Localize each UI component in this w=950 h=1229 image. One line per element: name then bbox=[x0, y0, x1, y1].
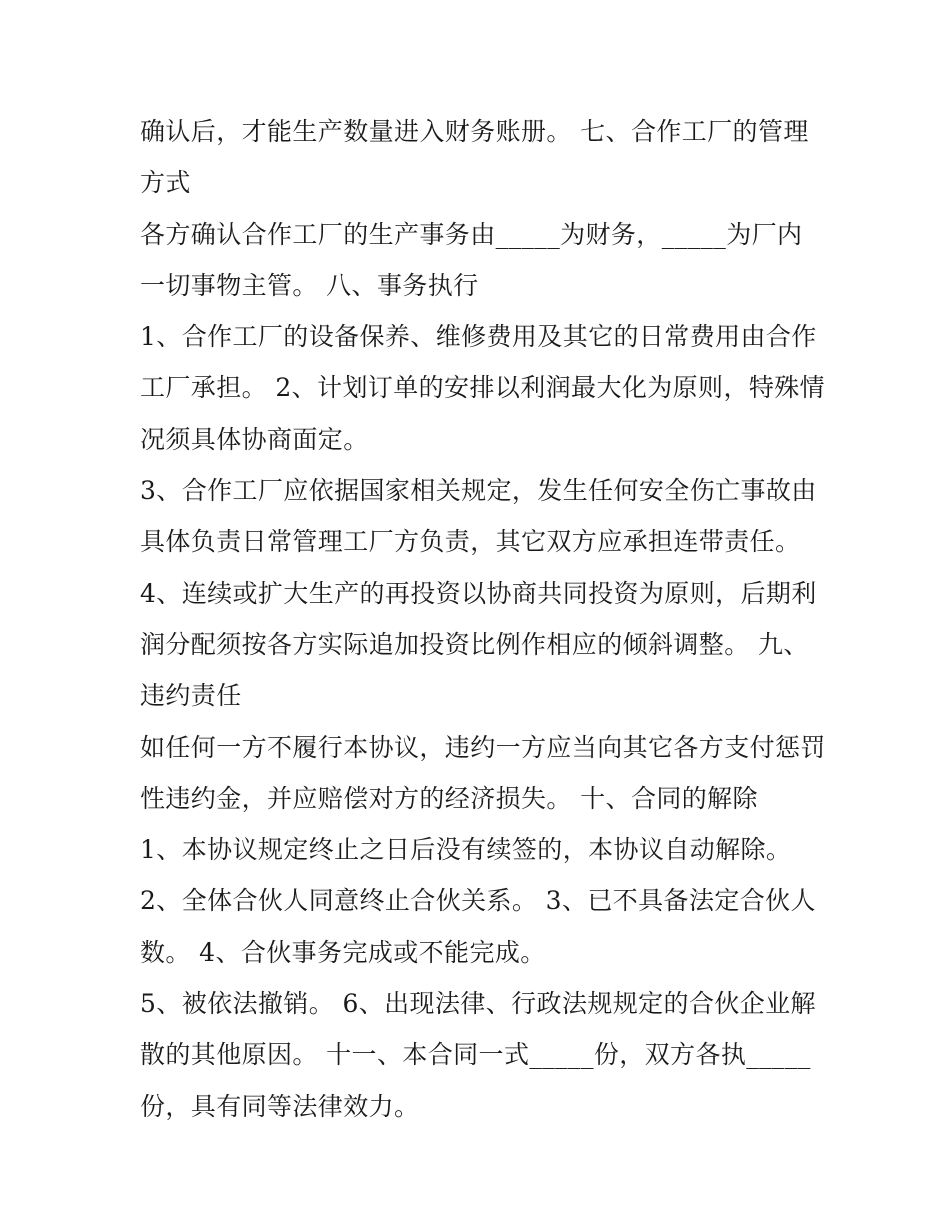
document-body bbox=[140, 106, 826, 1132]
text-line: 性违约金，并应赔偿对方的经济损失。 十、合同的解除 bbox=[140, 783, 758, 813]
text-line: 况须具体协商面定。 bbox=[140, 424, 369, 454]
text-line: 违约责任 bbox=[140, 681, 242, 711]
text-line: 散的其他原因。 十一、本合同一式_____份，双方各执_____ bbox=[140, 1040, 811, 1070]
text-line: 份，具有同等法律效力。 bbox=[140, 1091, 420, 1121]
text-line: 4、连续或扩大生产的再投资以协商共同投资为原则，后期利 bbox=[140, 578, 817, 608]
text-line: 1、合作工厂的设备保养、维修费用及其它的日常费用由合作 bbox=[140, 322, 817, 352]
text-line: 确认后，才能生产数量进入财务账册。 七、合作工厂的管理 bbox=[140, 117, 809, 146]
text-line: 1、本协议规定终止之日后没有续签的，本协议自动解除。 bbox=[140, 835, 792, 865]
text-line: 2、全体合伙人同意终止合伙关系。 3、已不具备法定合伙人 bbox=[140, 886, 816, 916]
text-line: 各方确认合作工厂的生产事务由_____为财务，_____为厂内 bbox=[140, 219, 803, 249]
text-line: 具体负责日常管理工厂方负责，其它双方应承担连带责任。 bbox=[140, 527, 801, 557]
text-line: 如任何一方不履行本协议，违约一方应当向其它各方支付惩罚 bbox=[140, 732, 826, 762]
text-line: 工厂承担。 2、计划订单的安排以利润最大化为原则，特殊情 bbox=[140, 373, 826, 403]
text-line: 5、被依法撤销。 6、出现法律、行政法规规定的合伙企业解 bbox=[140, 989, 816, 1019]
text-line: 润分配须按各方实际追加投资比例作相应的倾斜调整。 九、 bbox=[140, 629, 809, 659]
text-line: 方式 bbox=[140, 168, 191, 198]
text-line: 一切事物主管。 八、事务执行 bbox=[140, 270, 479, 300]
text-line: 数。 4、合伙事务完成或不能完成。 bbox=[140, 937, 546, 967]
text-line: 3、合作工厂应依据国家相关规定，发生任何安全伤亡事故由 bbox=[140, 476, 817, 506]
